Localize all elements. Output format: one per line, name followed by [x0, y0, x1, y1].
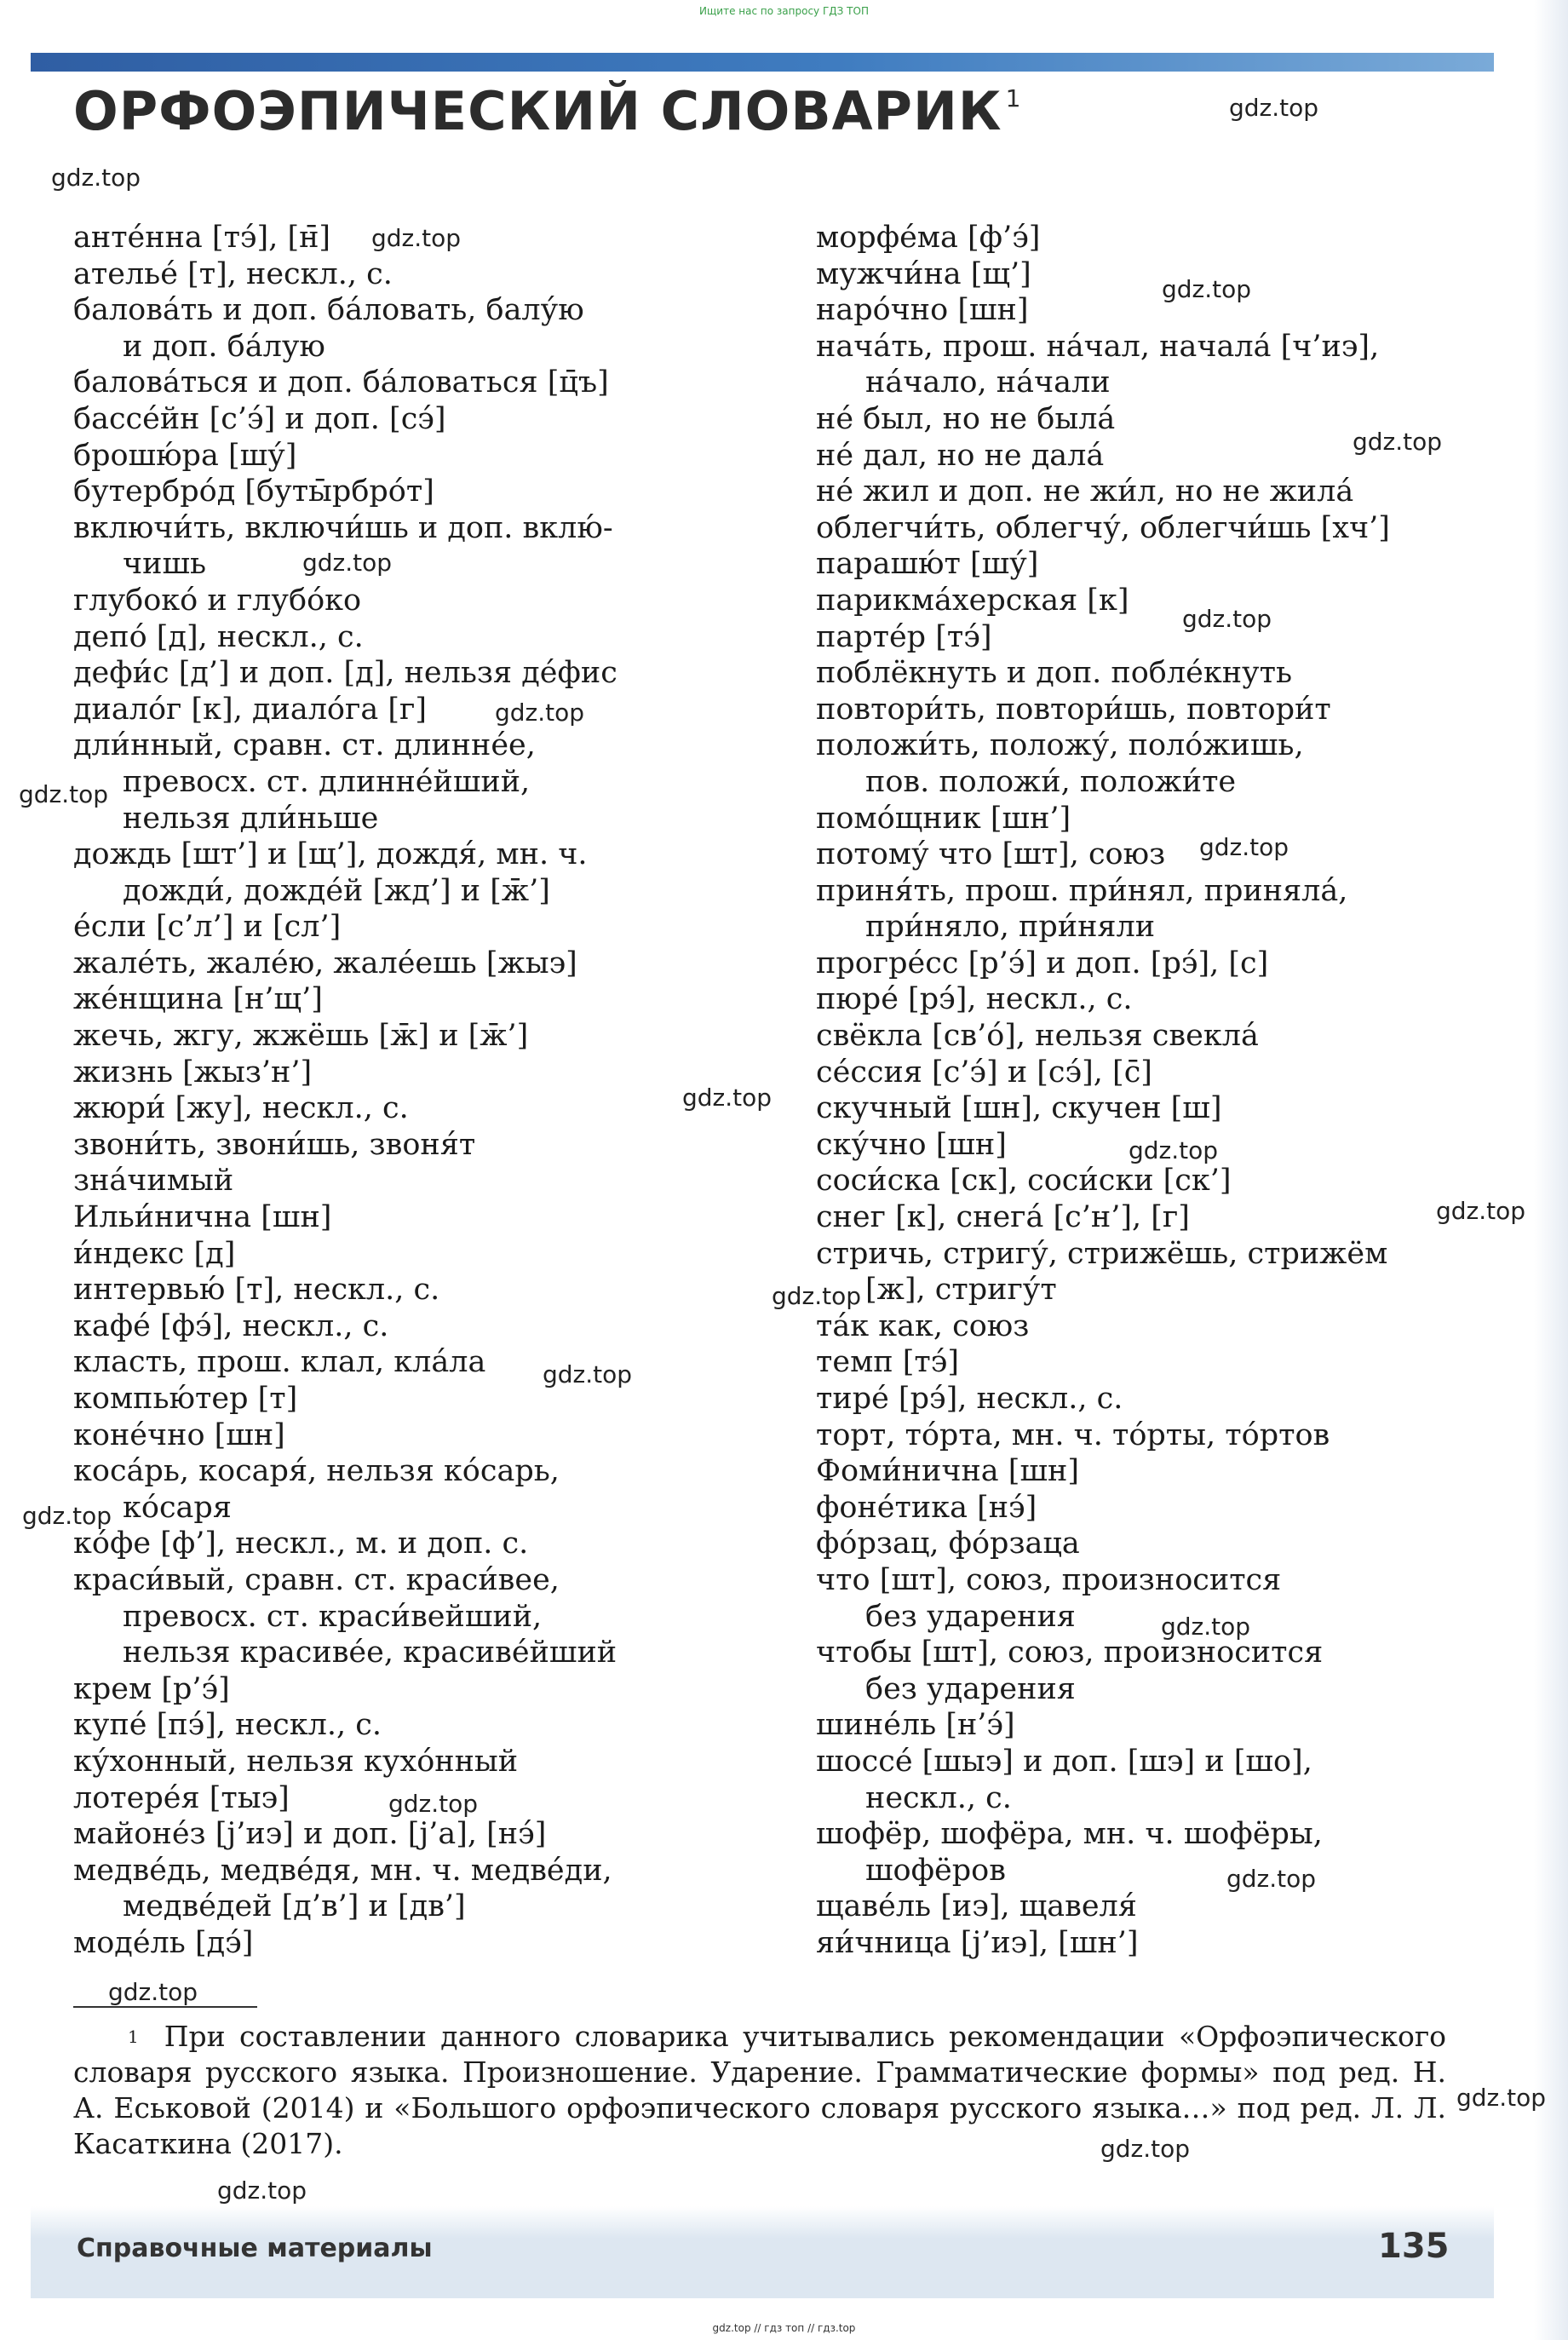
dictionary-entry-continuation: чишь — [123, 547, 207, 582]
dictionary-entry: включи́ть, включи́шь и доп. вклю́- — [73, 510, 613, 545]
watermark: gdz.top — [1182, 605, 1272, 633]
dictionary-entry: что [шт], союз, произносится — [816, 1562, 1282, 1597]
watermark: gdz.top — [217, 2176, 307, 2205]
dictionary-entry: помо́щник [шн’] — [816, 801, 1071, 836]
dictionary-entry-continuation: без ударения — [865, 1671, 1076, 1706]
dictionary-entry: Фоми́нична [шн] — [816, 1454, 1079, 1489]
footer-section-label: Справочные материалы — [77, 2234, 433, 2263]
watermark: gdz.top — [1436, 1197, 1526, 1225]
dictionary-entry: коса́рь, косаря́, нельзя ко́сарь, — [73, 1454, 560, 1489]
dictionary-entry: свёкла [св’о́], нельзя свекла́ — [816, 1019, 1259, 1054]
dictionary-entry: кафе́ [фэ́], нескл., с. — [73, 1308, 389, 1343]
dictionary-entry: дли́нный, сравн. ст. длинне́е, — [73, 728, 536, 763]
dictionary-entry-continuation: пов. положи́, положи́те — [865, 764, 1237, 799]
dictionary-entry: жизнь [жыз’н’] — [73, 1055, 313, 1090]
watermark: gdz.top — [51, 164, 141, 192]
dictionary-entry: класть, прош. клал, кла́ла — [73, 1345, 486, 1380]
dictionary-entry-continuation: дожди́, дожде́й [жд’] и [ж̄’] — [123, 873, 550, 908]
dictionary-entry-continuation: нескл., с. — [865, 1780, 1012, 1815]
dictionary-entry: положи́ть, положу́, поло́жишь, — [816, 728, 1304, 763]
dictionary-entry: е́сли [с’л’] и [сл’] — [73, 910, 342, 945]
watermark: gdz.top — [371, 224, 462, 252]
watermark: gdz.top — [772, 1282, 862, 1310]
footnote-mark: 1 — [128, 2027, 139, 2047]
dictionary-entry: дождь [шт’] и [щ’], дождя́, мн. ч. — [73, 837, 588, 872]
page-number: 135 — [1378, 2227, 1450, 2266]
dictionary-entry: чтобы [шт], союз, произносится — [816, 1636, 1324, 1670]
dictionary-entry: и́ндекс [д] — [73, 1236, 236, 1271]
watermark: gdz.top — [22, 1502, 112, 1530]
dictionary-entry: облегчи́ть, облегчу́, облегчи́шь [хч’] — [816, 510, 1390, 545]
dictionary-entry: ску́чно [шн] — [816, 1127, 1007, 1162]
watermark: gdz.top — [1161, 1613, 1251, 1641]
dictionary-entry: приня́ть, прош. при́нял, приняла́, — [816, 873, 1348, 908]
dictionary-entry: балова́ть и доп. ба́ловать, балу́ю — [73, 293, 584, 328]
watermark: gdz.top — [1162, 275, 1252, 303]
dictionary-entry: же́нщина [н’щ’] — [73, 982, 323, 1017]
dictionary-entry: снег [к], снега́ [с’н’], [г] — [816, 1200, 1190, 1235]
watermark: gdz.top — [1199, 833, 1289, 861]
dictionary-entry: коне́чно [шн] — [73, 1417, 285, 1452]
dictionary-entry: бутербро́д [буты̄рбро́т] — [73, 474, 434, 509]
dictionary-entry: глубоко́ и глубо́ко — [73, 583, 362, 618]
dictionary-entry-continuation: при́няло, при́няли — [865, 910, 1156, 945]
dictionary-entry: темп [тэ́] — [816, 1345, 960, 1380]
dictionary-entry: фо́рзац, фо́рзаца — [816, 1526, 1080, 1561]
dictionary-entry: жечь, жгу, жжёшь [ж̄] и [ж̄’] — [73, 1019, 529, 1054]
dictionary-entry: та́к как, союз — [816, 1308, 1030, 1343]
dictionary-entry: бассе́йн [с’э́] и доп. [сэ́] — [73, 401, 446, 436]
page-title — [73, 80, 1022, 142]
dictionary-entry: Ильи́нична [шн] — [73, 1200, 332, 1235]
watermark: gdz.top — [302, 549, 393, 577]
dictionary-entry: парте́р [тэ́] — [816, 619, 992, 654]
dictionary-entry: звони́ть, звони́шь, звоня́т — [73, 1127, 476, 1162]
dictionary-entry: морфе́ма [ф’э́] — [816, 221, 1041, 255]
dictionary-entry: ателье́ [т], нескл., с. — [73, 256, 393, 291]
dictionary-entry-continuation: медве́дей [д’в’] и [дв’] — [123, 1889, 466, 1924]
dictionary-entry: компью́тер [т] — [73, 1382, 298, 1416]
dictionary-entry: мужчи́на [щ’] — [816, 256, 1031, 291]
dictionary-entry-continuation: нельзя красиве́е, красиве́йший — [123, 1636, 617, 1670]
dictionary-entry: жюри́ [жу], нескл., с. — [73, 1091, 409, 1126]
watermark: gdz.top — [1353, 428, 1443, 456]
watermark: gdz.top — [388, 1790, 479, 1818]
dictionary-entry-continuation: превосх. ст. длинне́йший, — [123, 764, 531, 799]
dictionary-entry: анте́нна [тэ́], [н̄] — [73, 221, 331, 255]
dictionary-entry: скучный [шн], скучен [ш] — [816, 1091, 1222, 1126]
dictionary-entry: торт, то́рта, мн. ч. то́рты, то́ртов — [816, 1417, 1330, 1452]
watermark: gdz.top — [1229, 94, 1319, 122]
footnote-text: При составлении данного словарика учитывались рекомендации «Орфоэпического словаря русского языка. Произношение. Ударение. Грамматические формы» под ред. Н. А. Еськовой (2014) и «Большого орфоэпического словаря русского языка…» под ред. Л. Л. Касаткина (2017). — [73, 2020, 1446, 2160]
watermark: gdz.top — [1226, 1865, 1317, 1893]
dictionary-entry: шине́ль [н’э́] — [816, 1708, 1015, 1743]
dictionary-entry-continuation: и доп. ба́лую — [123, 329, 325, 364]
dictionary-entry: брошю́ра [шу́] — [73, 438, 297, 473]
dictionary-entry: стричь, стригу́, стрижёшь, стрижём — [816, 1236, 1388, 1271]
title-footnote-mark: 1 — [1005, 84, 1022, 112]
dictionary-entry: майоне́з [j’иэ] и доп. [j’а], [нэ́] — [73, 1817, 547, 1852]
header-color-bar — [31, 53, 1494, 72]
dictionary-entry: моде́ль [дэ́] — [73, 1925, 254, 1960]
dictionary-entry: балова́ться и доп. ба́ловаться [ц̄ъ] — [73, 365, 609, 400]
watermark: gdz.top — [543, 1360, 633, 1388]
dictionary-entry: шоссе́ [шыэ] и доп. [шэ] и [шо], — [816, 1744, 1312, 1779]
dictionary-entry: яи́чница [j’иэ], [шн’] — [816, 1925, 1139, 1960]
dictionary-entry: нача́ть, прош. на́чал, начала́ [ч’иэ], — [816, 329, 1380, 364]
dictionary-entry: не́ дал, но не дала́ — [816, 438, 1105, 473]
dictionary-entry: дефи́с [д’] и доп. [д], нельзя де́фис — [73, 656, 617, 691]
dictionary-entry: ку́хонный, нельзя кухо́нный — [73, 1744, 519, 1779]
dictionary-entry: прогре́сс [р’э́] и доп. [рэ́], [с] — [816, 946, 1269, 980]
dictionary-entry-continuation: без ударения — [865, 1599, 1076, 1634]
watermark: gdz.top — [1129, 1136, 1219, 1164]
dictionary-entry: щаве́ль [иэ], щавеля́ — [816, 1889, 1137, 1924]
watermark: gdz.top — [1100, 2135, 1191, 2163]
dictionary-entry: соси́ска [ск], соси́ски [ск’] — [816, 1164, 1232, 1199]
dictionary-entry: крем [р’э́] — [73, 1671, 230, 1706]
dictionary-entry: медве́дь, медве́дя, мн. ч. медве́ди, — [73, 1853, 612, 1888]
top-note: Ищите нас по запросу ГДЗ ТОП — [699, 5, 869, 17]
dictionary-entry: парикма́херская [к] — [816, 583, 1129, 618]
dictionary-entry: шофёр, шофёра, мн. ч. шофёры, — [816, 1817, 1323, 1852]
dictionary-entry-continuation: превосх. ст. краси́вейший, — [123, 1599, 543, 1634]
dictionary-entry: фоне́тика [нэ́] — [816, 1490, 1037, 1525]
watermark: gdz.top — [1456, 2084, 1547, 2112]
dictionary-entry-continuation: на́чало, на́чали — [865, 365, 1111, 400]
dictionary-entry: депо́ [д], нескл., с. — [73, 619, 364, 654]
footnote-divider — [73, 2006, 257, 2008]
bottom-note: gdz.top // гдз топ // гдз.top — [712, 2322, 856, 2334]
dictionary-entry-continuation: шофёров — [865, 1853, 1006, 1888]
dictionary-entry: се́ссия [с’э́] и [сэ́], [с̄] — [816, 1055, 1152, 1090]
watermark: gdz.top — [108, 1978, 198, 2006]
dictionary-entry-continuation: ко́саря — [123, 1490, 232, 1525]
dictionary-entry: интервью́ [т], нескл., с. — [73, 1273, 440, 1308]
dictionary-entry: повтори́ть, повтори́шь, повтори́т — [816, 692, 1331, 727]
dictionary-entry: потому́ что [шт], союз — [816, 837, 1166, 872]
dictionary-entry: диало́г [к], диало́га [г] — [73, 692, 427, 727]
dictionary-entry: наро́чно [шн] — [816, 293, 1029, 328]
dictionary-entry-continuation: нельзя дли́ньше — [123, 801, 379, 836]
dictionary-entry: лотере́я [тыэ] — [73, 1780, 290, 1815]
dictionary-entry: не́ жил и доп. не жи́л, но не жила́ — [816, 474, 1354, 509]
watermark: gdz.top — [682, 1084, 773, 1112]
footnote — [73, 2019, 1446, 2162]
dictionary-entry: парашю́т [шу́] — [816, 547, 1039, 582]
dictionary-entry-continuation: [ж], стригу́т — [865, 1273, 1057, 1308]
page-title-text: ОРФОЭПИЧЕСКИЙ СЛОВАРИК — [73, 80, 1002, 142]
dictionary-right-column — [816, 220, 1548, 1962]
dictionary-entry: зна́чимый — [73, 1164, 234, 1199]
dictionary-entry: не́ был, но не была́ — [816, 401, 1116, 436]
dictionary-entry: поблёкнуть и доп. побле́кнуть — [816, 656, 1293, 691]
dictionary-entry: купе́ [пэ́], нескл., с. — [73, 1708, 382, 1743]
dictionary-entry: краси́вый, сравн. ст. краси́вее, — [73, 1562, 560, 1597]
dictionary-entry: жале́ть, жале́ю, жале́ешь [жыэ] — [73, 946, 577, 980]
dictionary-entry: тире́ [рэ́], нескл., с. — [816, 1382, 1123, 1416]
dictionary-entry: пюре́ [рэ́], нескл., с. — [816, 982, 1133, 1017]
watermark: gdz.top — [19, 780, 109, 808]
dictionary-entry: ко́фе [ф’], нескл., м. и доп. с. — [73, 1526, 529, 1561]
watermark: gdz.top — [495, 699, 585, 727]
